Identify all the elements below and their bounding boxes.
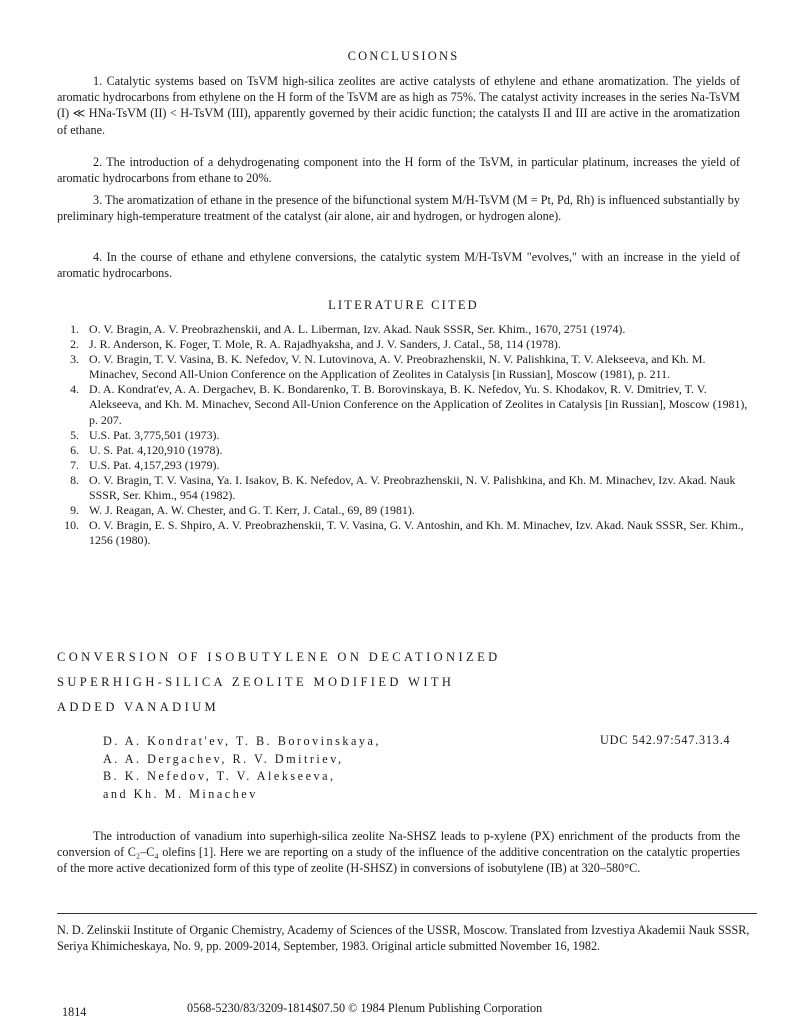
- reference-number: 9.: [70, 503, 79, 518]
- conclusion-4: [57, 249, 740, 281]
- reference-number: 6.: [70, 442, 79, 457]
- conclusion-1-text: Catalytic systems based on TsVM high-silica zeolites are active catalysts of ethylene and ethane aromatization. The yields of aromatic hydrocarbons from ethylene on the H form of the TsVM are as high as 75%. The catalyst activity increases in the series Na-TsVM (I) ≪ HNa-TsVM (II) < H-TsVM (III), apparently governed by their acidic function; the catalysts II and III are active in the aromatization of ethane.: [57, 74, 741, 137]
- conclusion-3: [57, 192, 740, 224]
- author-line: D. A. Kondrat'ev, T. B. Borovinskaya,: [103, 734, 381, 748]
- conclusion-2: [57, 154, 740, 186]
- reference-list: [57, 322, 757, 548]
- reference-number: 4.: [70, 382, 79, 397]
- conclusion-3-num: 3.: [93, 193, 103, 207]
- author-block: [103, 733, 381, 803]
- author-line: B. K. Nefedov, T. V. Alekseeva,: [103, 769, 336, 784]
- reference-text: J. R. Anderson, K. Foger, T. Mole, R. A. Rajadhyaksha, and J. V. Sanders, J. Catal., 58, 114 (1978).: [89, 337, 561, 352]
- reference-number: 10.: [64, 518, 79, 533]
- conclusion-4-num: 4.: [93, 250, 103, 264]
- conclusion-3-text: The aromatization of ethane in the presence of the bifunctional system M/H-TsVM (M = Pt, Pd, Rh) is influenced substantially by preliminary high-temperature treatment of the catalyst (air alone, air and hydrogen, or hydrogen alone).: [57, 193, 740, 224]
- conclusions-heading: CONCLUSIONS: [347, 49, 460, 63]
- article-title-line-2: SUPERHIGH-SILICA ZEOLITE MODIFIED WITH: [57, 675, 455, 689]
- reference-number: 3.: [70, 352, 79, 367]
- reference-text: U.S. Pat. 4,157,293 (1979).: [89, 457, 220, 472]
- reference-item: [57, 322, 757, 337]
- page-number: 1814: [62, 1005, 87, 1019]
- reference-text: U.S. Pat. 3,775,501 (1973).: [89, 427, 220, 442]
- reference-item: [57, 337, 757, 352]
- reference-item: [57, 382, 757, 427]
- reference-item: [57, 458, 757, 473]
- reference-number: 7.: [70, 457, 79, 472]
- conclusion-2-text: The introduction of a dehydrogenating component into the H form of the TsVM, in particular platinum, increases the yield of aromatic hydrocarbons from ethane to 20%.: [57, 155, 740, 186]
- reference-text: O. V. Bragin, E. S. Shpiro, A. V. Preobrazhenskii, T. V. Vasina, G. V. Antoshin, and Kh. M. Minachev, Izv. Akad. Nauk SSSR, Ser. Khim., 1256 (1980).: [89, 518, 744, 548]
- article-title-line-3: ADDED VANADIUM: [57, 700, 220, 714]
- author-line: A. A. Dergachev, R. V. Dmitriev,: [103, 751, 344, 766]
- reference-number: 5.: [70, 427, 79, 442]
- affiliation-note: N. D. Zelinskii Institute of Organic Chemistry, Academy of Sciences of the USSR, Moscow. Translated from Izvestiya Akademii Nauk SSSR, Seriya Khimicheskaya, No. 9, pp. 2009-2014, September, 1983. Original article submitted November 16, 1982.: [57, 923, 750, 953]
- intro-paragraph: [57, 828, 740, 877]
- reference-item: [57, 473, 757, 503]
- conclusion-4-text: In the course of ethane and ethylene conversions, the catalytic system M/H-TsVM "evolves," with an increase in the yield of aromatic hydrocarbons.: [57, 250, 740, 281]
- conclusion-1: [57, 73, 740, 138]
- reference-item: [57, 352, 757, 382]
- reference-item: [57, 503, 757, 518]
- reference-text: U. S. Pat. 4,120,910 (1978).: [89, 442, 223, 457]
- udc-code: UDC 542.97:547.313.4: [600, 733, 731, 747]
- footnote-divider: [57, 913, 757, 914]
- conclusion-1-num: 1.: [93, 74, 103, 88]
- conclusion-2-num: 2.: [93, 155, 103, 169]
- publication-code: 0568-5230/83/3209-1814$07.50 © 1984 Plenum Publishing Corporation: [187, 1001, 543, 1015]
- intro-text: The introduction of vanadium into superhigh-silica zeolite Na-SHSZ leads to p-xylene (PX) enrichment of the products from the conversion of C₂–C₄ olefins [1]. Here we are reporting on a study of the influence of the additive concentration on the catalytic properties of the more active decationized form of this type of zeolite (H-SHSZ) in conversions of isobutylene (IB) at 320–580°C.: [57, 829, 740, 876]
- literature-heading: LITERATURE CITED: [328, 298, 479, 312]
- reference-text: O. V. Bragin, T. V. Vasina, B. K. Nefedov, V. N. Lutovinova, A. V. Preobrazhenskii, N. V. Palishkina, T. V. Alekseeva, and Kh. M. Minachev, Second All-Union Conference on the Application of Zeolites in Catalysis [in Russian], Moscow (1981), p. 211.: [89, 352, 706, 382]
- reference-text: O. V. Bragin, A. V. Preobrazhenskii, and A. L. Liberman, Izv. Akad. Nauk SSSR, Ser. Khim., 1670, 2751 (1974).: [89, 322, 626, 336]
- reference-text: D. A. Kondrat'ev, A. A. Dergachev, B. K. Bondarenko, T. B. Borovinskaya, B. K. Nefedov, Yu. S. Khodakov, R. V. Dmitriev, T. V. Alekseeva, and Kh. M. Minachev, Second All-Union Conference on the Application of Zeolites in Catalysis [in Russian], Moscow (1981), p. 207.: [89, 382, 748, 427]
- reference-number: 8.: [70, 472, 79, 487]
- reference-text: O. V. Bragin, T. V. Vasina, Ya. I. Isakov, B. K. Nefedov, A. V. Preobrazhenskii, N. V. Palishkina, and Kh. M. Minachev, Izv. Akad. Nauk SSSR, Ser. Khim., 954 (1982).: [89, 472, 736, 503]
- reference-item: [57, 443, 757, 458]
- article-title-line-1: CONVERSION OF ISOBUTYLENE ON DECATIONIZED: [57, 650, 501, 664]
- author-line: and Kh. M. Minachev: [103, 786, 258, 801]
- reference-item: [57, 518, 757, 548]
- reference-text: W. J. Reagan, A. W. Chester, and G. T. Kerr, J. Catal., 69, 89 (1981).: [89, 503, 415, 518]
- reference-number: 1.: [70, 322, 79, 336]
- reference-number: 2.: [70, 337, 79, 352]
- reference-item: [57, 428, 757, 443]
